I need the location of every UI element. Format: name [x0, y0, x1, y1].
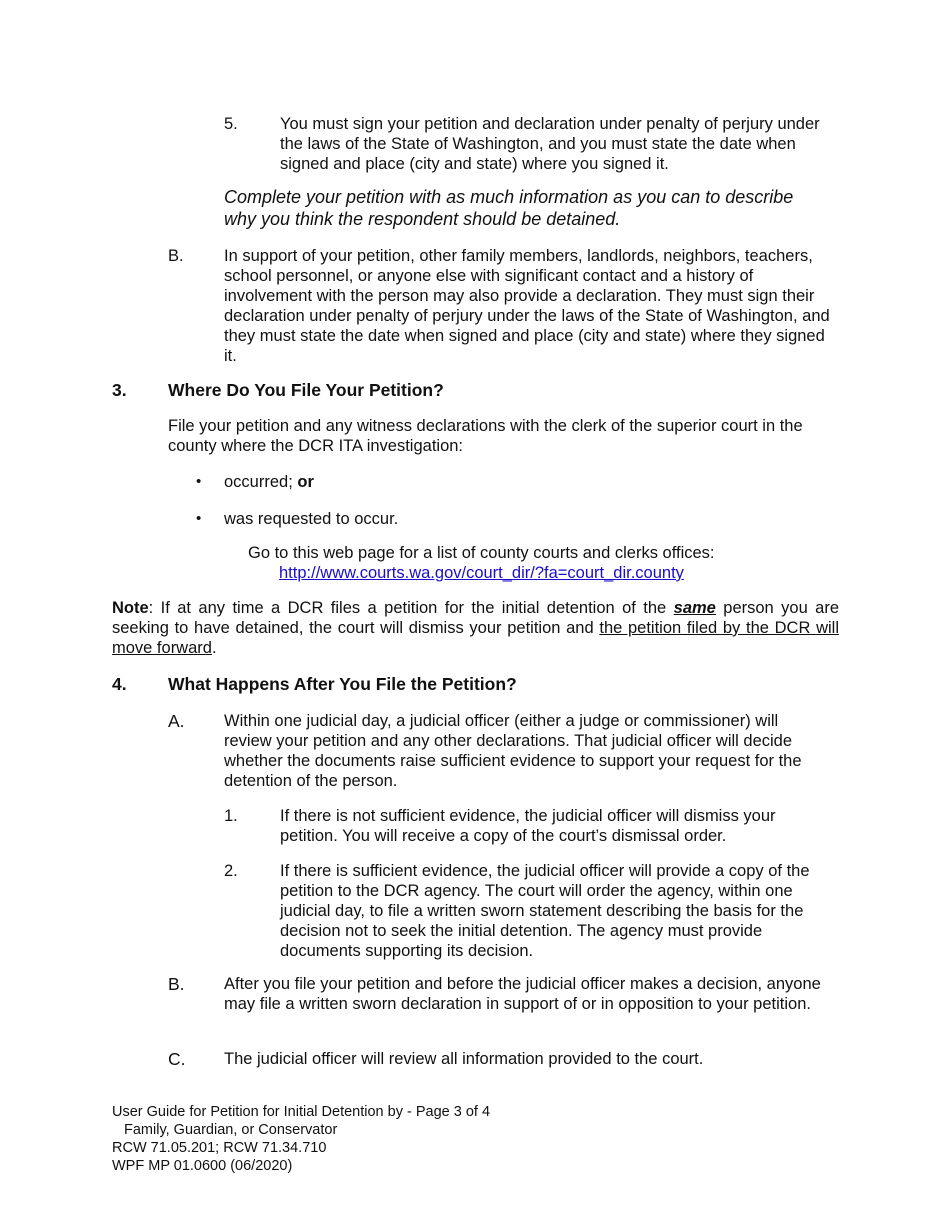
section-4-title: What Happens After You File the Petition?	[168, 674, 517, 694]
section-3-title: Where Do You File Your Petition?	[168, 380, 444, 400]
sub-item-2-text: If there is sufficient evidence, the judicial officer will provide a copy of the petition to the DCR agency. The court will order the agency, within one judicial day, to file a written sworn statement describing the basis for the decision not to seek the initial detention. The agency must provide documents supporting its decision.	[280, 862, 810, 960]
italic-guidance-note: Complete your petition with as much information as you can to describe why you think the respondent should be detained.	[224, 187, 794, 229]
footer-line-subtitle: Family, Guardian, or Conservator	[124, 1122, 338, 1138]
section-3-number: 3.	[112, 380, 127, 400]
footer-line-rcw: RCW 71.05.201; RCW 71.34.710	[112, 1140, 327, 1156]
sub-item-1-text: If there is not sufficient evidence, the judicial officer will dismiss your petition. You will receive a copy of the court’s dismissal order.	[280, 807, 776, 845]
sub-item-number-1: 1.	[224, 807, 238, 825]
bullet-item-occurred	[224, 472, 314, 492]
section-3-intro: File your petition and any witness declarations with the clerk of the superior court in the county where the DCR ITA investigation:	[168, 417, 803, 455]
item-letter-c: C.	[168, 1049, 186, 1069]
county-courts-link[interactable]: http://www.courts.wa.gov/court_dir/?fa=court_dir.county	[279, 564, 684, 582]
bullet-icon: •	[196, 473, 202, 490]
item-b-section4-text: After you file your petition and before the judicial officer makes a decision, anyone may file a written sworn declaration in support of or in opposition to your petition.	[224, 975, 821, 1013]
item-b-text: In support of your petition, other family members, landlords, neighbors, teachers, school personnel, or anyone else with significant contact and a history of involvement with the person may also provide a declaration. They must sign their declaration under penalty of perjury under the laws of the State of Washington, and they must state the date when signed and place (city and state) where they signed it.	[224, 247, 830, 365]
note-text-part1: : If at any time a DCR files a petition for the initial detention of the	[148, 599, 674, 617]
section-4-number: 4.	[112, 674, 127, 694]
footer-block	[112, 1103, 490, 1175]
item-letter-b: B.	[168, 247, 184, 265]
note-text-part2: person you are seeking to have detained, the court will dismiss your petition and	[112, 599, 840, 637]
bullet-item-requested	[224, 509, 398, 529]
item-letter-a: A.	[168, 711, 185, 731]
item-letter-b-section4: B.	[168, 974, 185, 994]
footer-line-form-number: WPF MP 01.0600 (06/2020)	[112, 1158, 293, 1174]
item-c-text: The judicial officer will review all information provided to the court.	[224, 1050, 704, 1068]
footer-line-title: User Guide for Petition for Initial Detention by - Page 3 of 4	[112, 1104, 491, 1120]
bullet-text: was requested to occur.	[224, 510, 399, 528]
note-underlined-text: the petition filed by the DCR will move forward	[112, 619, 839, 657]
note-emphasis-same: same	[673, 599, 716, 617]
note-paragraph	[112, 598, 839, 658]
note-end: .	[211, 639, 217, 657]
bullet-text: occurred;	[224, 473, 298, 491]
web-page-intro: Go to this web page for a list of county courts and clerks offices:	[248, 544, 715, 562]
item-5-text: You must sign your petition and declaration under penalty of perjury under the laws of the State of Washington, and you must state the date when signed and place (city and state) where you signed it.	[280, 115, 820, 173]
bullet-icon: •	[196, 510, 202, 527]
bullet-bold-or: or	[297, 473, 314, 491]
sub-item-number-2: 2.	[224, 862, 238, 880]
item-a-text: Within one judicial day, a judicial officer (either a judge or commissioner) will review your petition and any other declarations. That judicial officer will decide whether the documents raise sufficient evidence to support your request for the detention of the person.	[224, 712, 802, 790]
note-label: Note	[112, 599, 149, 617]
item-number-5: 5.	[224, 115, 238, 133]
